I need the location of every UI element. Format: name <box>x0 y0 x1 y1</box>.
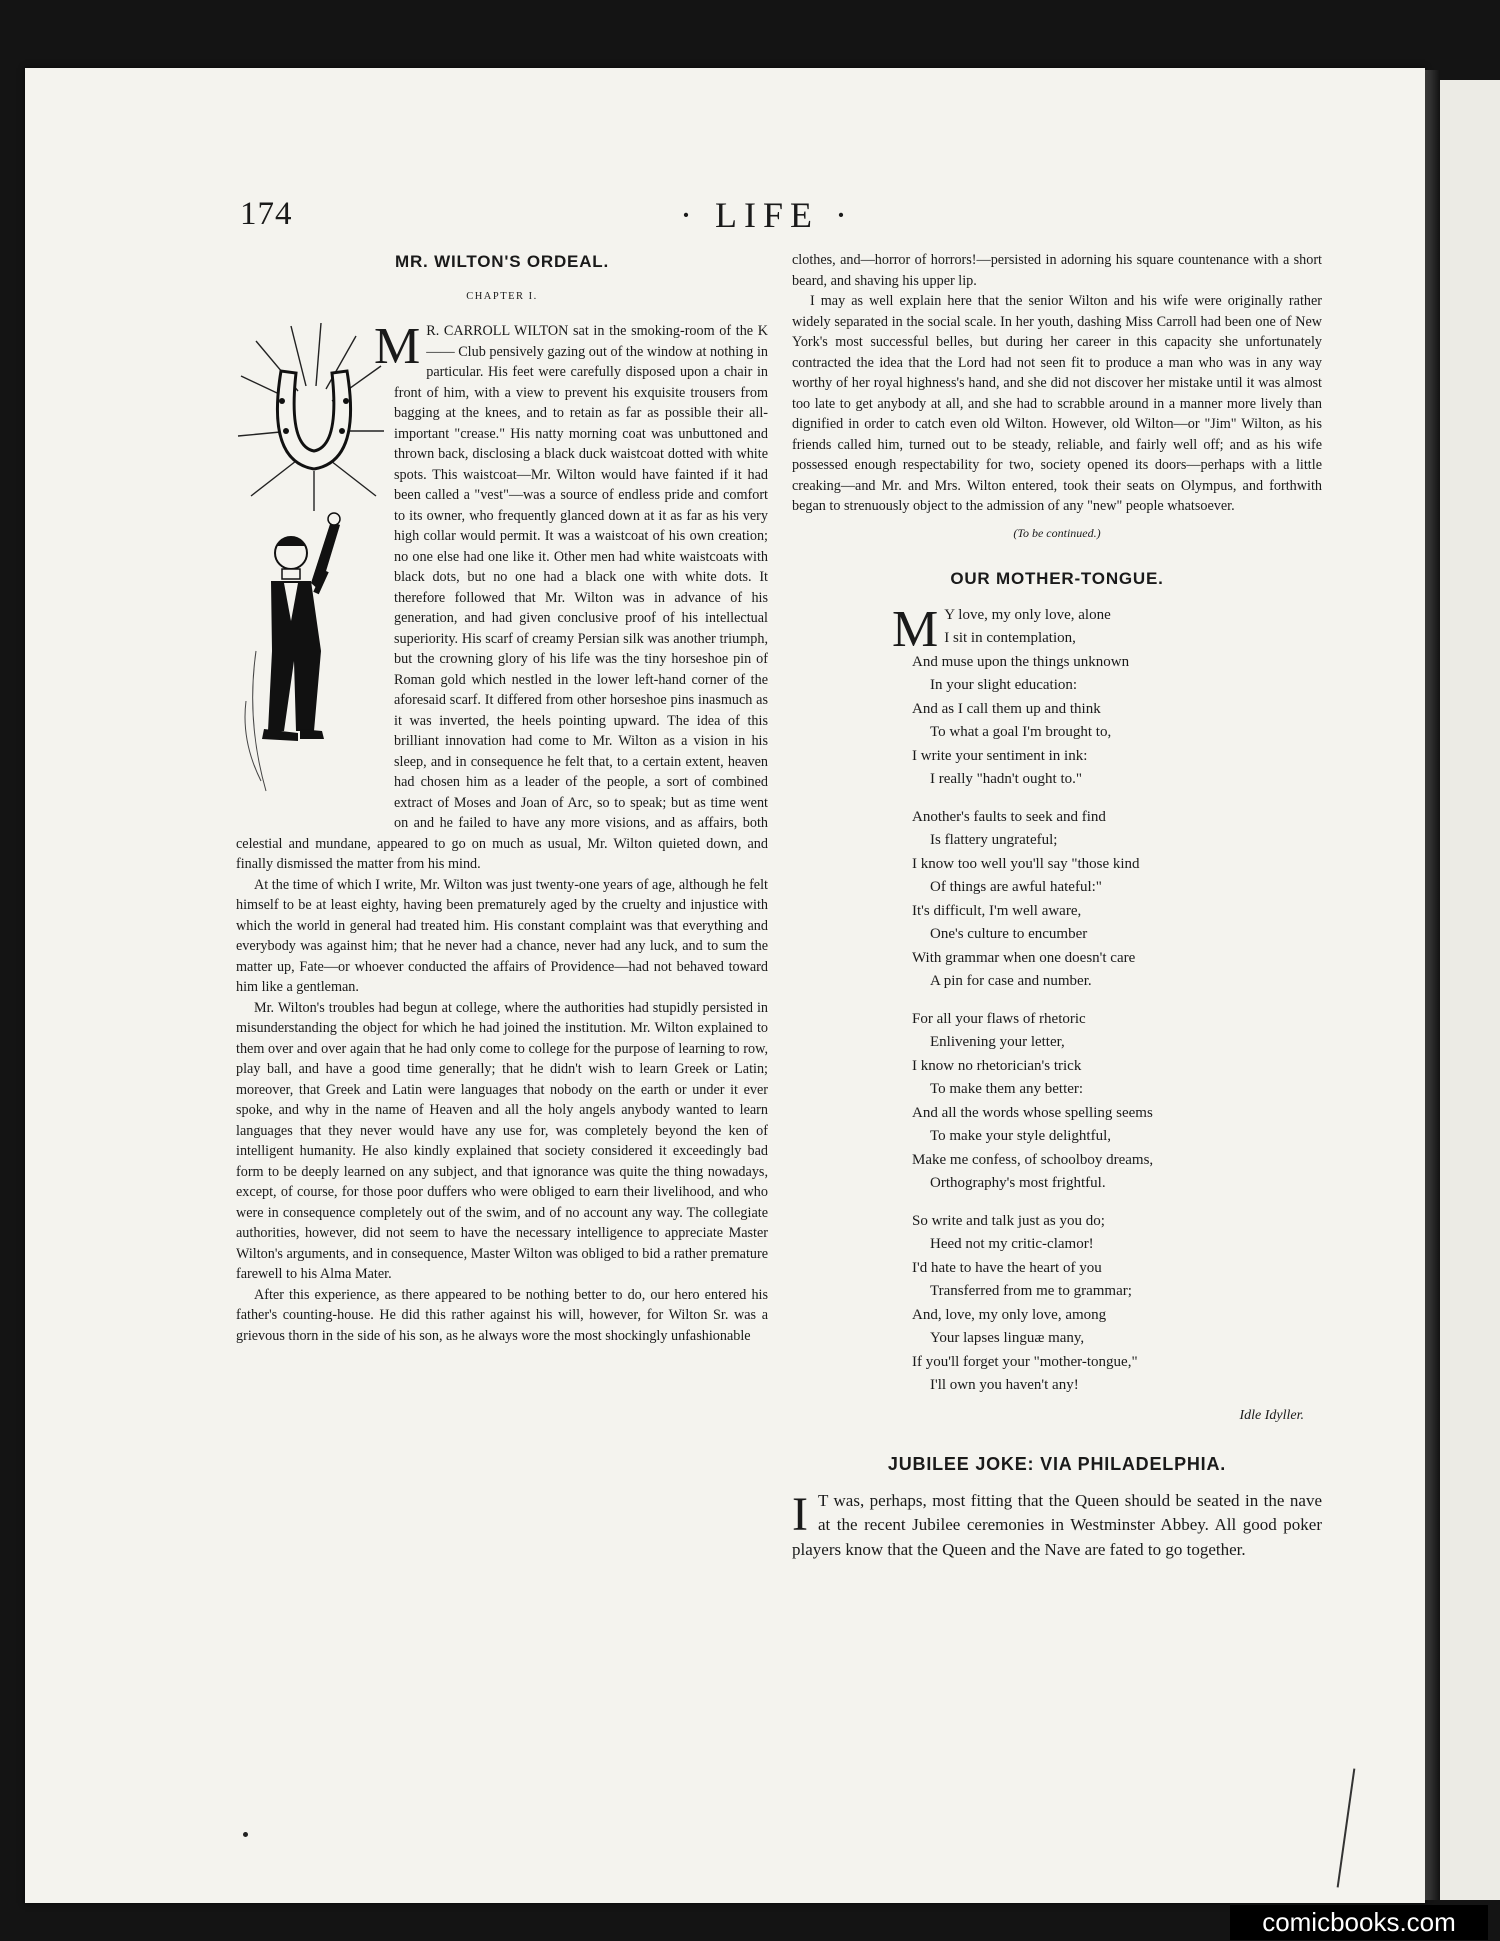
poem-line: For all your flaws of rhetoric <box>912 1010 1086 1027</box>
poem-line: One's culture to encumber <box>930 926 1088 942</box>
jubilee-text: T was, perhaps, most fitting that the Queen should be seated in the nave at the recent Jubilee ceremonies in Westminster Abbey. All good poker players know that the Queen and the Nave are fated to go together. <box>792 1490 1322 1559</box>
dropcap-wilton: M <box>374 318 421 375</box>
poem-line: I really "hadn't ought to." <box>930 771 1082 787</box>
poem-line: I sit in contemplation, <box>944 630 1076 646</box>
wilton-paragraph-6: I may as well explain here that the senior Wilton and his wife were originally rather widely separated in the social scale. In her youth, dashing Miss Carroll had been one of New York's most successful belles, but during her career in this capacity she unfortunately contracted the idea that the Lord had not seen fit to produce a man who was in any way worthy of her royal highness's hand, and she did not discover her mistake until it was almost too late to get anybody at all, and she had to scrabble around in a manner more lively than dignified in order to catch even old Wilton. However, old Wilton—or "Jim" Wilton, as his friends called him, turned out to be steady, reliable, and fairly well off; and as his wife possessed enough respectability for two, society opened its doors—perhaps with a little creaking—and Mr. and Mrs. Wilton entered, took their seats on Olympus, and forthwith began to strenuously object to the admission of any "new" people whatsoever. <box>792 293 1322 514</box>
article-title-poem: OUR MOTHER-TONGUE. <box>950 569 1164 588</box>
poem-line: With grammar when one doesn't care <box>912 949 1136 966</box>
poem-line: A pin for case and number. <box>930 973 1092 989</box>
poem-line: I'd hate to have the heart of you <box>912 1259 1102 1276</box>
dropcap-poem: M <box>892 600 939 658</box>
poem-body <box>892 600 1322 1398</box>
wilton-paragraph-3: Mr. Wilton's troubles had begun at college, where the authorities had stupidly persisted in misunderstanding the object for which he had joined the institution. Mr. Wilton explained to them over and over again that he had only come to college for the purpose of learning to row, play ball, and have a good time generally; that he didn't wish to learn Greek or Latin; moreover, that Greek and Latin were languages that nobody on the earth or under it ever spoke, and why in the name of Heaven and all the holy angels anybody wanted to learn languages that they never would have any use for, was completely beyond the ken of intelligent humanity. He also kindly explained that society considered it exceedingly bad form to be deeply learned on any subject, and that ignorance was quite the thing nowadays, except, of course, for those poor duffers who were obliged to earn their livelihood, and who were in consequence completely out of the swim, and of no account any way. The collegiate authorities, however, did not seem to have the necessary intelligence to appreciate Master Wilton's arguments, and in consequence, Master Wilton was obliged to bid a rather premature farewell to his Alma Mater. <box>236 999 768 1282</box>
dropcap-jubilee: I <box>792 1487 808 1541</box>
poem-line: And as I call them up and think <box>912 700 1101 717</box>
poem-line: Another's faults to seek and find <box>912 808 1106 825</box>
poem-line: To what a goal I'm brought to, <box>930 724 1112 740</box>
ink-dot <box>243 1832 248 1837</box>
poem-line: In your slight education: <box>930 677 1078 693</box>
poem-line: Your lapses linguæ many, <box>930 1330 1085 1346</box>
poem-line: And muse upon the things unknown <box>912 653 1130 670</box>
wilton-paragraph-4: After this experience, as there appeared to be nothing better to do, our hero entered his father's counting-house. He did this rather against his will, however, for Wilton Sr. was a grievous thorn in the side of his son, as he always wore the most shockingly unfashionable <box>236 1286 768 1344</box>
poem-stanza-1 <box>892 600 1322 792</box>
masthead: · LIFE · <box>680 195 854 235</box>
dandy-figure <box>245 513 340 791</box>
poem-line: Enlivening your letter, <box>930 1034 1065 1050</box>
poem-line: It's difficult, I'm well aware, <box>912 902 1082 919</box>
poem-line: Orthography's most frightful. <box>930 1175 1106 1191</box>
left-column <box>236 252 768 1346</box>
poem-line: Y love, my only love, alone <box>944 606 1111 623</box>
right-column <box>792 250 1322 1562</box>
jubilee-body <box>792 1489 1322 1563</box>
page-number: 174 <box>240 196 293 232</box>
wilton-paragraph-5: clothes, and—horror of horrors!—persisted in adorning his square countenance with a short beard, and shaving his upper lip. <box>792 252 1322 289</box>
horseshoe-rays-icon <box>238 323 384 511</box>
to-be-continued: (To be continued.) <box>1013 525 1101 540</box>
watermark: comicbooks.com <box>1230 1905 1488 1940</box>
poem-line: Of things are awful hateful:" <box>930 879 1102 895</box>
poem-stanza-4 <box>912 1210 1322 1398</box>
poem-stanza-3 <box>912 1008 1322 1196</box>
poem-line: I'll own you haven't any! <box>930 1377 1079 1393</box>
article-title-wilton: MR. WILTON'S ORDEAL. <box>395 252 609 271</box>
poem-line: I write your sentiment in ink: <box>912 747 1088 764</box>
poem-line: To make them any better: <box>930 1081 1084 1097</box>
wilton-paragraph-1: M R. CARROLL WILTON sat in the smoking-room of the K—— Club pensively gazing out of the window at nothing in particular. His feet were carefully disposed upon a chair in front of him, with a view to prevent his exquisite trousers from bagging at the knees, and to retain as far as possible their all-important "crease." His natty morning coat was unbuttoned and thrown back, disclosing a black duck waistcoat dotted with white spots. This waistcoat—Mr. Wilton would have fainted if it had been called a "vest"—was a source of endless pride and comfort to its owner, who frequently glanced down at it as far as his very high collar would permit. It was a waistcoat of his own creation; no one else had one like it. Other men had white waistcoats with black dots, but no one had a black one with white dots. It therefore followed that Mr. Wilton was in advance of his generation, and had given conclusive proof of his intellectual superiority. His scarf of creamy Persian silk was another triumph, but the crowning glory of his life was the tiny horseshoe pin of Roman gold which nestled in the lower left-hand corner of the aforesaid scarf. It differed from other horseshoe pins inasmuch as it was inverted, the heels pointing upward. The idea of this brilliant innovation had come to Mr. Wilton as a vision in his sleep, and in consequence he felt that, to a certain extent, heaven had chosen him as a leader of the people, a sort of combined extract of Moses and Joan of Arc, so to speak; but as time went on and he failed to have any more visions, and as affairs, both celestial and mundane, appeared to go on much as usual, Mr. Wilton quieted down, and finally dismissed the matter from his mind. <box>236 318 768 872</box>
poem-line: I know too well you'll say "those kind <box>912 855 1140 872</box>
dandy-illustration <box>236 321 386 826</box>
poem-line: So write and talk just as you do; <box>912 1212 1105 1229</box>
poem-line: I know no rhetorician's trick <box>912 1057 1082 1074</box>
poem-line: Heed not my critic-clamor! <box>930 1236 1094 1252</box>
poem-line: If you'll forget your "mother-tongue," <box>912 1353 1138 1370</box>
poem-stanza-2 <box>912 806 1322 994</box>
poem-line: Make me confess, of schoolboy dreams, <box>912 1151 1154 1168</box>
poem-line: Transferred from me to grammar; <box>930 1283 1132 1299</box>
article-title-jubilee: JUBILEE JOKE: VIA PHILADELPHIA. <box>887 1454 1227 1474</box>
poem-line: And all the words whose spelling seems <box>912 1104 1153 1121</box>
next-page-edge <box>1438 80 1500 1900</box>
poem-line: To make your style delightful, <box>930 1128 1111 1144</box>
wilton-paragraph-2: At the time of which I write, Mr. Wilton was just twenty-one years of age, although he felt himself to be at least eighty, having been prematurely aged by the cruelty and injustice with which the world in general had treated him. His constant complaint was that everything and everybody was against him; that he never had a chance, never had any luck, and to sum the matter up, Fate—or whoever conducted the affairs of Providence—had not behaved toward him like a gentleman. <box>236 876 768 995</box>
chapter-heading: CHAPTER I. <box>466 290 538 302</box>
poem-signature: Idle Idyller. <box>1239 1407 1304 1423</box>
inverted-horseshoe-icon <box>277 371 350 469</box>
poem-line: Is flattery ungrateful; <box>930 832 1058 848</box>
poem-line: And, love, my only love, among <box>912 1306 1107 1323</box>
